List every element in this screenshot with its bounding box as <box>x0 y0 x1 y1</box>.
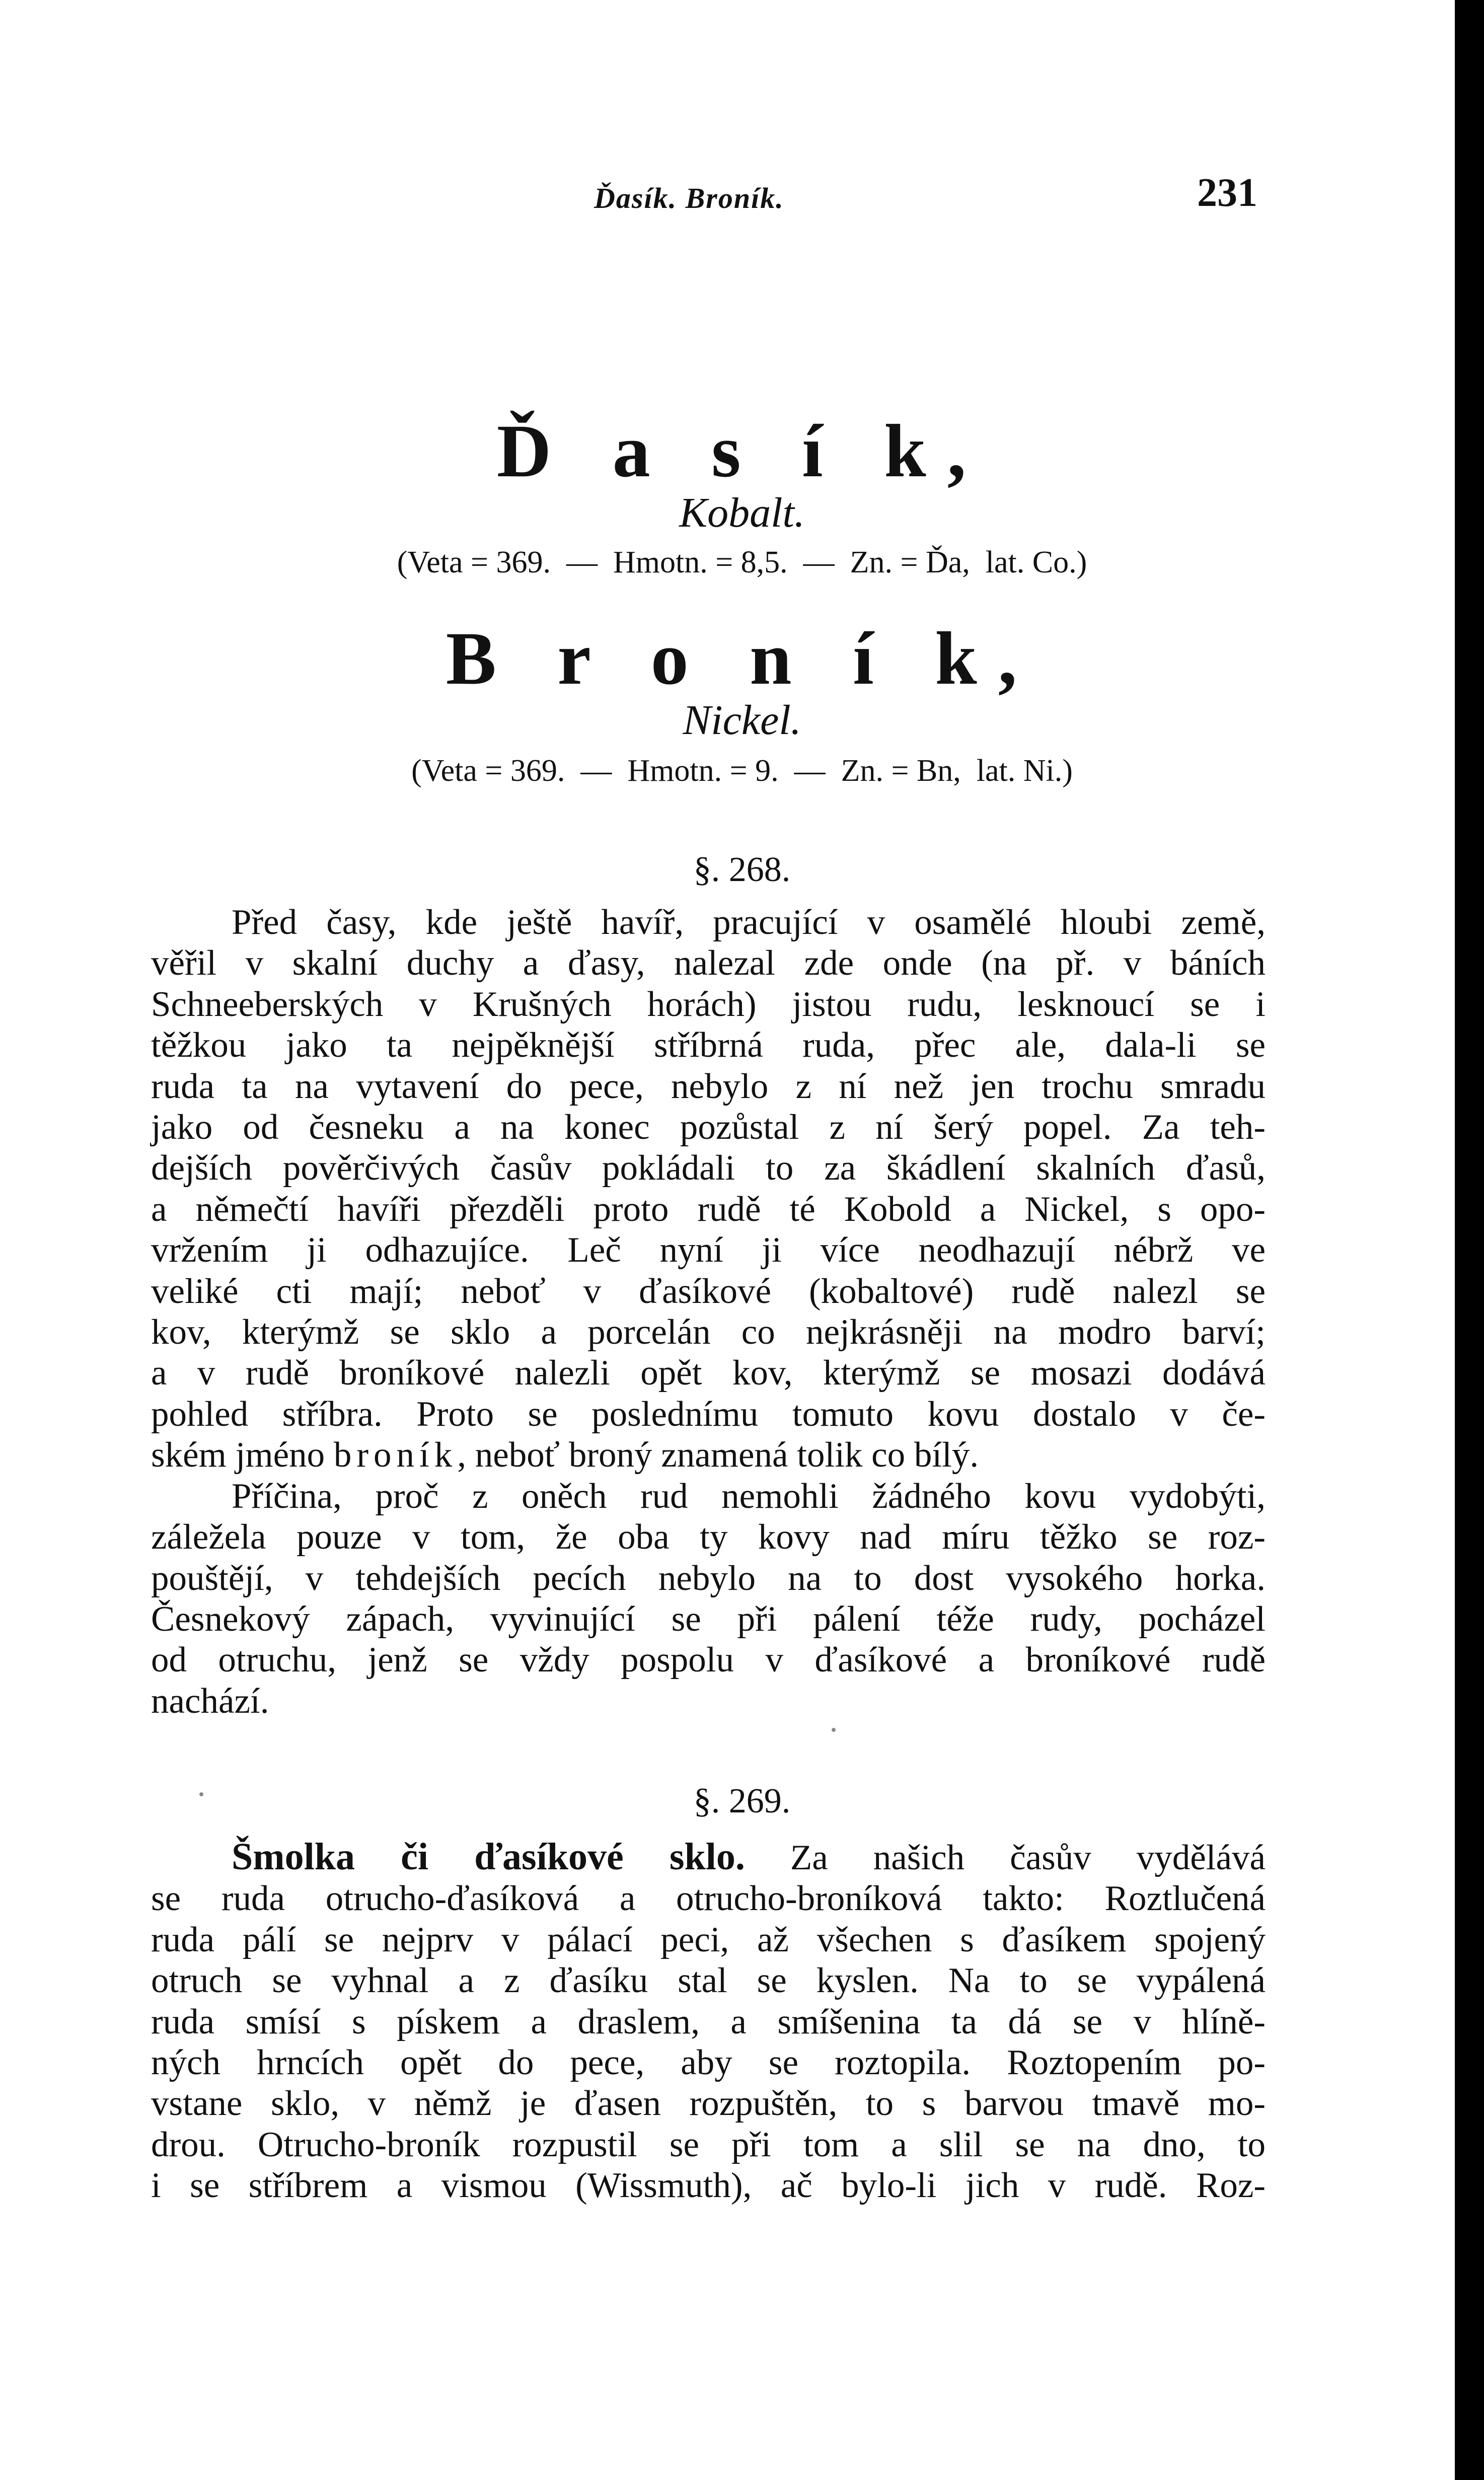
section-lead-smolka: Šmolka či ďasíkové sklo. <box>232 1836 745 1878</box>
text-line: Schneeberských v Krušných horách) jistou rudu, lesknoucí se i <box>151 984 1266 1024</box>
emphasized-word-bronik: broník <box>333 1435 458 1475</box>
scan-speck <box>832 1728 836 1732</box>
text-fragment: Za našich časův vydělává <box>745 1838 1266 1877</box>
text-line: ruda pálí se nejprv v pálací peci, až všechen s ďasíkem spojený <box>151 1920 1266 1959</box>
text-line: nachází. <box>151 1681 269 1721</box>
text-line: pohled stříbra. Proto se poslednímu tomuto kovu dostalo v če- <box>151 1394 1266 1434</box>
text-line: vstane sklo, v němž je ďasen rozpuštěn, to s barvou tmavě mo- <box>151 2084 1266 2124</box>
element-heading-bronik: B r o n í k, <box>446 617 1038 700</box>
text-line: a němečtí havíři přezděli proto rudě té Kobold a Nickel, s opo- <box>151 1189 1266 1229</box>
section-mark-268: §. 268. <box>693 850 791 889</box>
text-line: kov, kterýmž se sklo a porcelán co nejkrásněji na modro barví; <box>151 1312 1266 1352</box>
element-formula-dasik: (Veta = 369. — Hmotn. = 8,5. — Zn. = Ďa, lat. Co.) <box>397 545 1087 579</box>
element-formula-bronik: (Veta = 369. — Hmotn. = 9. — Zn. = Bn, lat. Ni.) <box>411 754 1073 788</box>
text-line: otruch se vyhnal a z ďasíku stal se kyslen. Na to se vypálená <box>151 1961 1266 2001</box>
text-line: pouštějí, v tehdejších pecích nebylo na to dost vysokého horka. <box>151 1558 1266 1598</box>
scan-border <box>1455 0 1484 2480</box>
text-line: Česnekový zápach, vyvinující se při pálení téže rudy, pocházel <box>151 1599 1266 1639</box>
text-line <box>151 1837 1266 1878</box>
section-268-text <box>151 902 1266 1722</box>
text-line: věřil v skalní duchy a ďasy, nalezal zde onde (na př. v báních <box>151 943 1266 983</box>
text-line: dejších pověrčivých časův pokládali to za škádlení skalních ďasů, <box>151 1148 1266 1188</box>
text-line: ných hrncích opět do pece, aby se roztopila. Roztopením po- <box>151 2043 1266 2083</box>
text-fragment: ském jméno <box>151 1435 334 1475</box>
text-line: Příčina, proč z oněch rud nemohli žádného kovu vydobýti, <box>232 1476 1266 1516</box>
text-line: jako od česneku a na konec pozůstal z ní šerý popel. Za teh- <box>151 1108 1266 1147</box>
running-title: Ďasík. Broník. <box>594 182 784 214</box>
text-line: veliké cti mají; neboť v ďasíkové (kobaltové) rudě nalezl se <box>151 1271 1266 1311</box>
text-line: vržením ji odhazujíce. Leč nyní ji více neodhazují nébrž ve <box>151 1230 1266 1270</box>
text-line <box>151 1435 1266 1476</box>
text-line: ruda smísí s pískem a draslem, a smíšenina ta dá se v hlíně- <box>151 2002 1266 2041</box>
section-269-text <box>151 1837 1266 2207</box>
text-line: od otruchu, jenž se vždy pospolu v ďasíkové a broníkové rudě <box>151 1640 1266 1680</box>
text-line: drou. Otrucho-broník rozpustil se při tom a slil se na dno, to <box>151 2125 1266 2164</box>
text-line: záležela pouze v tom, že oba ty kovy nad míru těžko se roz- <box>151 1517 1266 1557</box>
text-line: Před časy, kde ještě havíř, pracující v osamělé hloubi země, <box>232 903 1266 942</box>
text-line: těžkou jako ta nejpěknější stříbrná ruda, přec ale, dala-li se <box>151 1026 1266 1065</box>
text-line: se ruda otrucho-ďasíková a otrucho-broníková takto: Roztlučená <box>151 1879 1266 1919</box>
text-line: ruda ta na vytavení do pece, nebylo z ní než jen trochu smradu <box>151 1066 1266 1106</box>
text-line: a v rudě broníkové nalezli opět kov, kterýmž se mosazi dodává <box>151 1353 1266 1393</box>
text-line: i se stříbrem a vismou (Wissmuth), ač bylo-li jich v rudě. Roz- <box>151 2166 1266 2206</box>
text-fragment: , neboť broný znamená tolik co bílý. <box>457 1435 979 1475</box>
element-latin-nickel: Nickel. <box>683 697 801 744</box>
page-number: 231 <box>1197 171 1257 215</box>
element-latin-kobalt: Kobalt. <box>679 489 805 536</box>
element-heading-dasik: Ď a s í k, <box>496 409 988 493</box>
section-mark-269: §. 269. <box>693 1782 791 1820</box>
